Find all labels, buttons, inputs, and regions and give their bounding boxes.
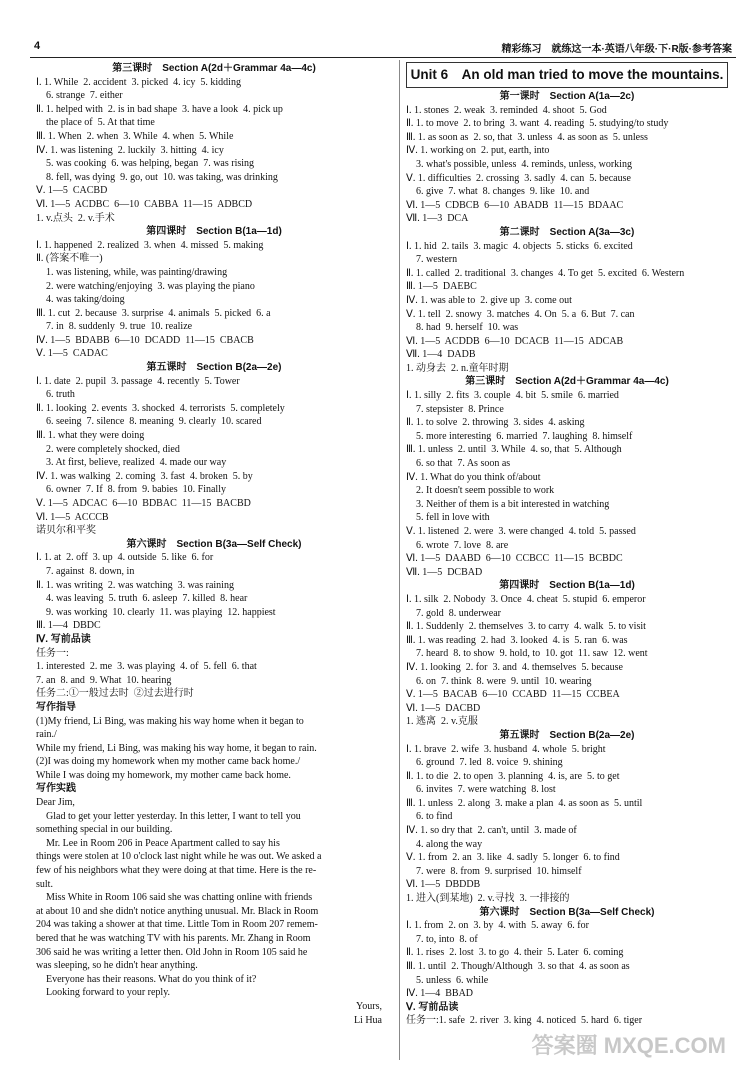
answer-line: Ⅴ. 1. tell 2. snowy 3. matches 4. On 5. a 6. But 7. can — [406, 308, 635, 320]
answer-line: 8. had 9. herself 10. was — [406, 322, 519, 334]
answer-line: Ⅲ. 1. unless 2. along 3. make a plan 4. as soon as 5. until — [406, 797, 643, 809]
answer-line: 306 said he was writing a letter then. Old John in Room 105 said he — [36, 946, 308, 958]
answer-line: Ⅱ. 1. to move 2. to bring 3. want 4. reading 5. studying/to study — [406, 118, 669, 130]
answer-line: things were stolen at 10 o'clock last night while he was out. We asked a — [36, 851, 322, 863]
answer-line: 4. was leaving 5. truth 6. asleep 7. killed 8. hear — [36, 593, 248, 605]
answer-line: 写作指导 — [36, 701, 76, 713]
answer-line: Ⅵ. 1—5 ACDDB 6—10 DCACB 11—15 ADCAB — [406, 335, 624, 347]
answer-line: Ⅱ. 1. rises 2. lost 3. to go 4. their 5. Later 6. coming — [406, 947, 624, 959]
answer-line: 7. to, into 8. of — [406, 933, 478, 945]
answer-line: Dear Jim, — [36, 797, 75, 809]
answer-line: Ⅳ. 写前品读 — [36, 633, 91, 645]
answer-line: 6. on 7. think 8. were 9. until 10. wearing — [406, 675, 592, 687]
answer-line: 5. more interesting 6. married 7. laughing 8. himself — [406, 430, 633, 442]
answer-line: 4. along the way — [406, 838, 483, 850]
answer-line: at about 10 and she didn't notice anything unusual. Mr. Black in Room — [36, 905, 319, 917]
answer-line: Ⅳ. 1. What do you think of/about — [406, 471, 541, 483]
answer-line: 1. v.点头 2. v.手术 — [36, 212, 115, 224]
answer-line: 7. were 8. from 9. surprised 10. himself — [406, 865, 582, 877]
answer-line: 1. interested 2. me 3. was playing 4. of 5. fell 6. that — [36, 661, 257, 673]
answer-line: Ⅳ. 1—4 BBAD — [406, 988, 474, 1000]
answer-line: Mr. Lee in Room 206 in Peace Apartment called to say his — [36, 837, 280, 849]
answer-line: Ⅱ. 1. looking 2. events 3. shocked 4. terrorists 5. completely — [36, 402, 285, 414]
answer-line: 写作实践 — [36, 783, 76, 795]
section-heading: 第二课时 Section A(3a—3c) — [499, 226, 635, 238]
answer-line: Ⅳ. 1. looking 2. for 3. and 4. themselves 5. because — [406, 661, 623, 673]
answer-line: Li Hua — [353, 1014, 382, 1026]
answer-line: 5. fell in love with — [406, 512, 490, 524]
answer-line: Ⅳ. 1—5 BDABB 6—10 DCADD 11—15 CBACB — [36, 334, 254, 346]
answer-line: bered that he was watching TV with his parents. Mr. Zhang in Room — [36, 933, 311, 944]
answer-line: Ⅲ. 1. When 2. when 3. While 4. when 5. While — [36, 130, 234, 142]
answer-line: Ⅰ. 1. silly 2. fits 3. couple 4. bit 5. smile 6. married — [406, 390, 619, 402]
answer-line: 8. fell, was dying 9. go, out 10. was taking, was drinking — [36, 171, 278, 183]
answer-line: 7. in 8. suddenly 9. true 10. realize — [36, 321, 193, 333]
answer-line: 7. heard 8. to show 9. hold, to 10. got 11. saw 12. went — [406, 648, 648, 660]
answer-line: 2. were watching/enjoying 3. was playing the piano — [36, 280, 255, 292]
answer-line: Ⅲ. 1—5 DAEBC — [406, 281, 477, 293]
answer-line: rain./ — [36, 729, 57, 741]
answer-line: Ⅲ. 1. was reading 2. had 3. looked 4. is 5. ran 6. was — [406, 634, 628, 646]
answer-line: 4. was taking/doing — [36, 294, 125, 306]
answer-line: Ⅰ. 1. happened 2. realized 3. when 4. missed 5. making — [36, 239, 264, 251]
answer-line: 3. Neither of them is a bit interested in watching — [406, 498, 610, 510]
section-heading: 第六课时 Section B(3a—Self Check) — [126, 538, 302, 550]
unit-title: Unit 6 An old man tried to move the mountains. — [406, 62, 728, 88]
answer-line: 204 was taking a shower at that time. Little Tom in Room 207 remem- — [36, 919, 318, 931]
right-answer-lines — [406, 90, 728, 1028]
answer-line: Ⅰ. 1. from 2. on 3. by 4. with 5. away 6. for — [406, 920, 589, 932]
answer-line: Ⅶ. 1—3 DCA — [406, 213, 469, 225]
section-heading: 第五课时 Section B(2a—2e) — [146, 362, 282, 374]
answer-line: Ⅴ. 1. listened 2. were 3. were changed 4. told 5. passed — [406, 526, 636, 537]
answer-line: Everyone has their reasons. What do you think of it? — [36, 973, 257, 985]
answer-line: 3. what's possible, unless 4. reminds, unless, working — [406, 158, 632, 170]
answer-line: Ⅳ. 1. was able to 2. give up 3. come out — [406, 294, 572, 306]
answer-line: 6. to find — [406, 811, 453, 823]
answer-line: 诺贝尔和平奖 — [36, 525, 96, 537]
answer-line: While my friend, Li Bing, was making his way home, it began to rain. — [36, 742, 317, 754]
page-number: 4 — [34, 40, 41, 52]
answer-line: Ⅱ. 1. to solve 2. throwing 3. sides 4. asking — [406, 417, 585, 429]
answer-line: Ⅱ. 1. to die 2. to open 3. planning 4. is, are 5. to get — [406, 770, 620, 782]
section-heading: 第三课时 Section A(2d＋Grammar 4a—4c) — [465, 376, 669, 388]
answer-line: Miss White in Room 106 said she was chatting online with friends — [36, 892, 313, 904]
answer-line: Ⅲ. 1. what they were doing — [36, 430, 145, 442]
answer-line: Ⅵ. 1—5 DBDDB — [406, 879, 481, 891]
answer-line: 6. seeing 7. silence 8. meaning 9. clearly 10. scared — [36, 416, 262, 428]
answer-line: Ⅰ. 1. hid 2. tails 3. magic 4. objects 5. sticks 6. excited — [406, 240, 633, 252]
answer-line: 6. ground 7. led 8. voice 9. shining — [406, 757, 563, 769]
header-rule — [30, 57, 736, 58]
section-heading: 第四课时 Section B(1a—1d) — [146, 226, 282, 238]
right-column — [406, 62, 728, 1028]
answer-line: Ⅴ. 1—5 BACAB 6—10 CCABD 11—15 CCBEA — [406, 689, 620, 701]
answer-line: 7. stepsister 8. Prince — [406, 403, 504, 415]
answer-line: Ⅱ. 1. called 2. traditional 3. changes 4. To get 5. excited 6. Western — [406, 267, 685, 279]
section-heading: 第一课时 Section A(1a—2c) — [499, 91, 635, 102]
answer-line: 5. unless 6. while — [406, 974, 489, 986]
answer-line: Ⅲ. 1. as soon as 2. so, that 3. unless 4. as soon as 5. unless — [406, 131, 648, 143]
answer-line: Ⅳ. 1. working on 2. put, earth, into — [406, 145, 550, 157]
answer-line: Looking forward to your reply. — [36, 987, 171, 999]
answer-line: the place of 5. At that time — [36, 117, 155, 129]
answer-line: Ⅲ. 1. cut 2. because 3. surprise 4. animals 5. picked 6. a — [36, 307, 271, 319]
answer-line: Ⅱ. 1. Suddenly 2. themselves 3. to carry 4. walk 5. to visit — [406, 621, 646, 633]
answer-line: Ⅵ. 1—5 ACCCB — [36, 511, 109, 523]
answer-line: Glad to get your letter yesterday. In this letter, I want to tell you — [36, 810, 301, 822]
section-heading: 第六课时 Section B(3a—Self Check) — [479, 906, 655, 918]
answer-line: 2. It doesn't seem possible to work — [406, 485, 555, 497]
watermark: 答案圈 MXQE.COM — [531, 1033, 726, 1058]
answer-line: Ⅴ. 1. difficulties 2. crossing 3. sadly 4. can 5. because — [406, 172, 631, 184]
answer-line: 6. so that 7. As soon as — [406, 458, 511, 470]
answer-line: 7. western — [406, 254, 458, 266]
answer-line: While I was doing my homework, my mother came back home. — [36, 769, 291, 781]
answer-line: Ⅳ. 1. was listening 2. luckily 3. hitting 4. icy — [36, 144, 224, 156]
answer-line: Ⅰ. 1. at 2. off 3. up 4. outside 5. like 6. for — [36, 552, 214, 564]
answer-line: Ⅰ. 1. stones 2. weak 3. reminded 4. shoot 5. God — [406, 104, 607, 116]
answer-line: sult. — [36, 878, 53, 890]
answer-line: Ⅵ. 1—5 DAABD 6—10 CCBCC 11—15 BCBDC — [406, 553, 623, 565]
answer-line: 1. 动身去 2. n.童年时期 — [406, 362, 509, 374]
answer-line: Ⅴ. 1—5 ADCAC 6—10 BDBAC 11—15 BACBD — [36, 498, 251, 509]
section-heading: 第四课时 Section B(1a—1d) — [499, 580, 635, 592]
answer-line: 1. 逃离 2. v.克服 — [406, 716, 478, 728]
answer-line: Ⅴ. 1. from 2. an 3. like 4. sadly 5. longer 6. to find — [406, 852, 620, 864]
answer-line: 任务一: — [36, 647, 69, 659]
running-title: 精彩练习 就练这一本·英语八年级·下·R版·参考答案 — [501, 44, 732, 55]
answer-line: Ⅲ. 1—4 DBDC — [36, 620, 101, 632]
answer-line: Ⅱ. 1. helped with 2. is in bad shape 3. have a look 4. pick up — [36, 103, 283, 115]
answer-line: Ⅴ. 1—5 CADAC — [36, 348, 108, 360]
answer-line: 6. give 7. what 8. changes 9. like 10. and — [406, 186, 590, 198]
answer-line: Ⅲ. 1. unless 2. until 3. While 4. so, that 5. Although — [406, 444, 622, 456]
answer-line: 任务二:①一般过去时 ②过去进行时 — [36, 688, 194, 700]
answer-line: Ⅴ. 写前品读 — [406, 1001, 459, 1013]
answer-line: 1. was listening, while, was painting/drawing — [36, 266, 228, 278]
answer-line: 1. 进入(到某地) 2. v.寻找 3. 一排接的 — [406, 893, 570, 905]
answer-line: 9. was working 10. clearly 11. was playing 12. happiest — [36, 606, 276, 618]
answer-line: Ⅲ. 1. until 2. Though/Although 3. so that 4. as soon as — [406, 961, 630, 972]
page-header — [0, 0, 750, 58]
answer-line: (1)My friend, Li Bing, was making his way home when it began to — [36, 715, 304, 727]
answer-line: 6. invites 7. were watching 8. lost — [406, 784, 556, 796]
answer-line: Ⅱ. (答案不唯一) — [36, 253, 103, 265]
answer-line: Yours, — [356, 1000, 382, 1012]
answer-line: Ⅶ. 1—4 DADB — [406, 349, 476, 361]
answer-line: Ⅳ. 1. so dry that 2. can't, until 3. made of — [406, 825, 577, 837]
answer-line: 7. gold 8. underwear — [406, 607, 501, 619]
answer-line: Ⅵ. 1—5 ACDBC 6—10 CABBA 11—15 ADBCD — [36, 198, 253, 210]
answer-line: Ⅱ. 1. was writing 2. was watching 3. was raining — [36, 579, 234, 591]
answer-line: Ⅰ. 1. brave 2. wife 3. husband 4. whole 5. bright — [406, 743, 606, 755]
section-heading: 第三课时 Section A(2d＋Grammar 4a—4c) — [112, 63, 316, 74]
answer-line: Ⅴ. 1—5 CACBD — [36, 185, 108, 197]
answer-line: was sleeping, so he didn't hear anything. — [36, 960, 198, 972]
answer-line: Ⅰ. 1. silk 2. Nobody 3. Once 4. cheat 5. stupid 6. emperor — [406, 593, 646, 605]
answer-line: Ⅰ. 1. date 2. pupil 3. passage 4. recently 5. Tower — [36, 375, 240, 387]
left-column — [36, 62, 392, 1027]
answer-line: Ⅰ. 1. While 2. accident 3. picked 4. icy 5. kidding — [36, 76, 241, 88]
answer-line: Ⅵ. 1—5 CDBCB 6—10 ABADB 11—15 BDAAC — [406, 199, 624, 211]
answer-line: something special in our building. — [36, 824, 173, 836]
answer-line: 5. was cooking 6. was helping, began 7. was rising — [36, 158, 255, 170]
answer-line: few of his neighbors what they were doing at that time. Here is the re- — [36, 865, 317, 877]
answer-line: 2. were completely shocked, died — [36, 443, 180, 455]
answer-line: 任务一:1. safe 2. river 3. king 4. noticed 5. hard 6. tiger — [406, 1015, 643, 1027]
section-heading: 第五课时 Section B(2a—2e) — [499, 729, 635, 741]
answer-line: 6. truth — [36, 389, 75, 401]
answer-line: 7. an 8. and 9. What 10. hearing — [36, 674, 172, 686]
answer-line: 6. owner 7. If 8. from 9. babies 10. Finally — [36, 484, 226, 496]
answer-line: (2)I was doing my homework when my mother came back home./ — [36, 756, 301, 768]
answer-line: Ⅵ. 1—5 DACBD — [406, 702, 481, 714]
column-divider — [399, 60, 400, 1060]
answer-line: 7. against 8. down, in — [36, 565, 135, 577]
answer-line: 3. At first, believe, realized 4. made our way — [36, 457, 227, 469]
answer-line: Ⅶ. 1—5 DCBAD — [406, 566, 483, 578]
answer-line: 6. strange 7. either — [36, 90, 123, 102]
answer-line: Ⅳ. 1. was walking 2. coming 3. fast 4. broken 5. by — [36, 470, 253, 482]
answer-line: 6. wrote 7. love 8. are — [406, 539, 509, 551]
